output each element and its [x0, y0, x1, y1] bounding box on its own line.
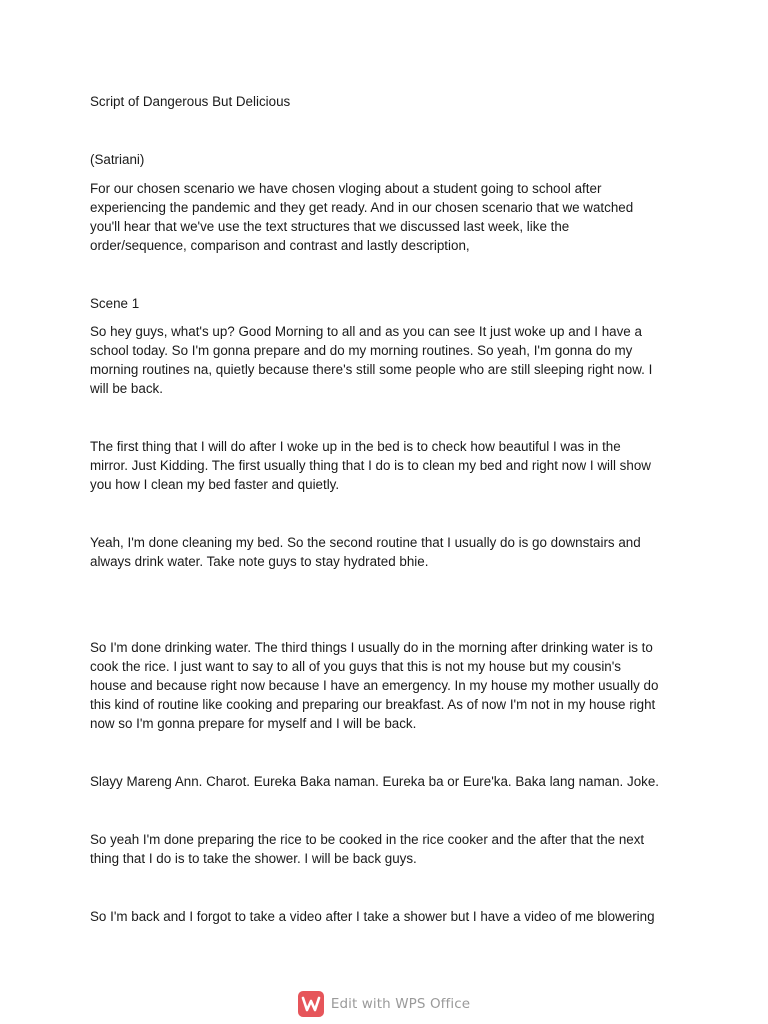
- scene-heading: Scene 1: [90, 296, 140, 311]
- text-line: For our chosen scenario we have chosen vloging about a student going to school after: [90, 181, 602, 196]
- text-line: thing that I do is to take the shower. I will be back guys.: [90, 851, 417, 866]
- wps-footer-label: Edit with WPS Office: [330, 995, 471, 1012]
- text-line: house and because right now because I have an emergency. In my house my mother usually do: [90, 678, 659, 693]
- text-line: morning routines na, quietly because there's still some people who are still sleeping right now. I: [90, 362, 653, 377]
- document-title: Script of Dangerous But Delicious: [90, 94, 291, 109]
- text-line: cook the rice. I just want to say to all of you guys that this is not my house but my cousin's: [90, 659, 621, 674]
- paragraph-5: [90, 772, 690, 791]
- text-line: So I'm back and I forgot to take a video after I take a shower but I have a video of me blowering: [90, 909, 655, 924]
- paragraph-2: [90, 437, 690, 494]
- text-line: always drink water. Take note guys to stay hydrated bhie.: [90, 554, 429, 569]
- text-line: Slayy Mareng Ann. Charot. Eureka Baka naman. Eureka ba or Eure'ka. Baka lang naman. Joke.: [90, 774, 660, 789]
- speaker-label: (Satriani): [90, 152, 145, 167]
- text-line: So I'm done drinking water. The third things I usually do in the morning after drinking water is to: [90, 640, 653, 655]
- wps-footer: [0, 988, 768, 1020]
- paragraph-3: [90, 533, 690, 571]
- text-line: Yeah, I'm done cleaning my bed. So the second routine that I usually do is go downstairs and: [90, 535, 641, 550]
- text-line: will be back.: [90, 381, 163, 396]
- text-line: So hey guys, what's up? Good Morning to all and as you can see It just woke up and I have a: [90, 324, 642, 339]
- text-line: school today. So I'm gonna prepare and do my morning routines. So yeah, I'm gonna do my: [90, 343, 633, 358]
- text-line: So yeah I'm done preparing the rice to be cooked in the rice cooker and the after that the next: [90, 832, 645, 847]
- text-line: you how I clean my bed faster and quietly.: [90, 477, 340, 492]
- text-line: order/sequence, comparison and contrast and lastly description,: [90, 238, 470, 253]
- intro-paragraph: [90, 179, 690, 255]
- edit-with-wps-link[interactable]: [298, 991, 470, 1017]
- text-line: mirror. Just Kidding. The first usually thing that I do is to clean my bed and right now I will show: [90, 458, 651, 473]
- text-line: now so I'm gonna prepare for myself and I will be back.: [90, 716, 417, 731]
- paragraph-6: [90, 830, 690, 868]
- wps-w-logo-icon: [298, 991, 324, 1017]
- text-line: experiencing the pandemic and they get ready. And in our chosen scenario that we watched: [90, 200, 634, 215]
- paragraph-7: [90, 907, 690, 926]
- paragraph-4: [90, 638, 690, 733]
- paragraph-1: [90, 322, 690, 398]
- text-line: you'll hear that we've use the text structures that we discussed last week, like the: [90, 219, 570, 234]
- text-line: The first thing that I will do after I woke up in the bed is to check how beautiful I was in the: [90, 439, 621, 454]
- text-line: this kind of routine like cooking and preparing our breakfast. As of now I'm not in my house right: [90, 697, 656, 712]
